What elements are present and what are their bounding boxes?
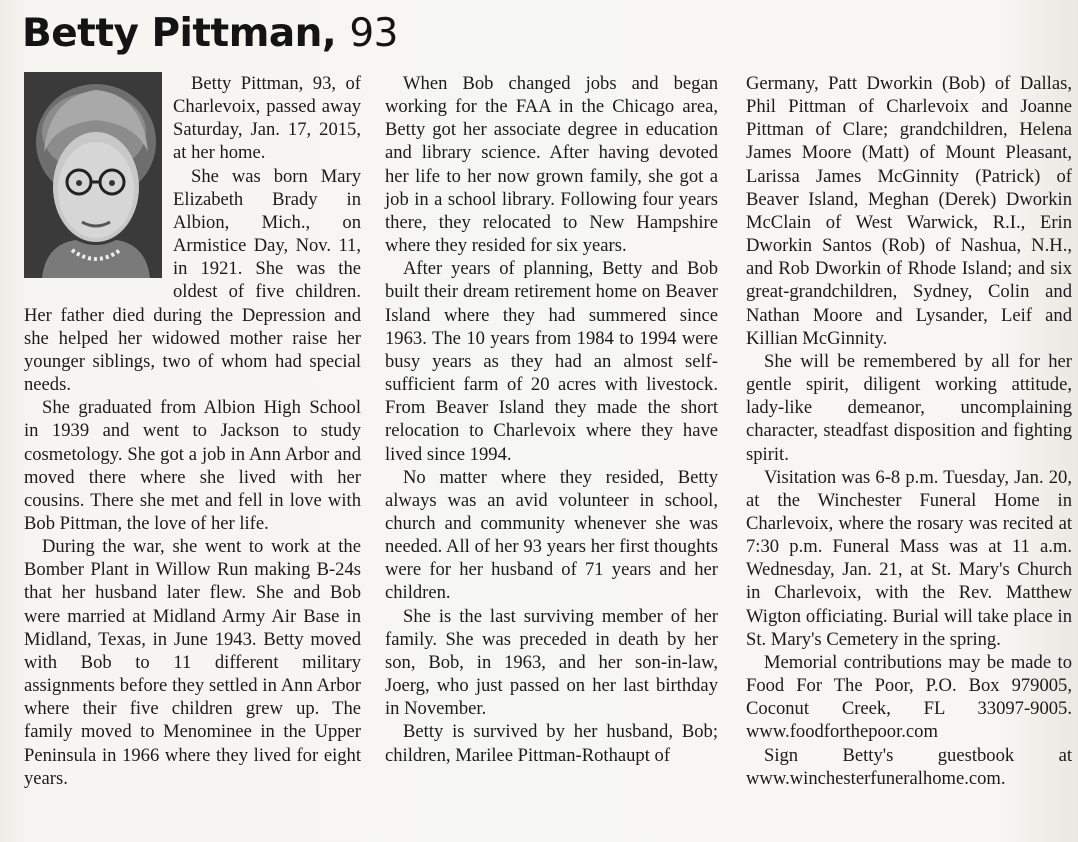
- column-3: [746, 72, 1072, 790]
- column-1: [24, 72, 361, 790]
- paragraph-3-4: Memorial contributions may be made to Food For The Poor, P.O. Box 979005, Coconut Creek, FL 33097-9005. www.foodforthepoor.com: [746, 651, 1072, 743]
- paragraph-3-2: She will be remembered by all for her gentle spirit, diligent working attitude, lady-like demeanor, uncomplaining character, steadfast disposition and fighting spirit.: [746, 350, 1072, 465]
- headline-name: Betty Pittman,: [22, 11, 337, 56]
- obituary-headline: [22, 11, 398, 56]
- paragraph-2-4: She is the last surviving member of her family. She was preceded in death by her son, Bob, in 1963, and her son-in-law, Joerg, who just passed on her last birthday in November.: [385, 605, 718, 720]
- paragraph-3-5: Sign Betty's guestbook at www.winchesterfuneralhome.com.: [746, 744, 1072, 789]
- paragraph-1-4: During the war, she went to work at the Bomber Plant in Willow Run making B-24s that her husband later flew. She and Bob were married at Midland Army Air Base in Midland, Texas, in June 1943. Betty moved with Bob to 11 different military assignments before they settled in Ann Arbor where their five children grew up. The family moved to Menominee in the Upper Peninsula in 1966 where they lived for eight years.: [24, 536, 361, 789]
- paragraph-1-1: Betty Pittman, 93, of Charlevoix, passed away Saturday, Jan. 17, 2015, at her home.: [173, 73, 361, 164]
- paragraph-2-5: Betty is survived by her husband, Bob; children, Marilee Pittman-Rothaupt of: [385, 721, 718, 766]
- paragraph-2-3: No matter where they resided, Betty always was an avid volunteer in school, church and community whenever she was needed. All of her 93 years her first thoughts were for her husband of 71 years and her children.: [385, 466, 718, 604]
- column-2: [385, 72, 718, 767]
- paragraph-3-3: Visitation was 6-8 p.m. Tuesday, Jan. 20, at the Winchester Funeral Home in Charlevoix, where the rosary was recited at 7:30 p.m. Funeral Mass was at 11 a.m. Wednesday, Jan. 21, at St. Mary's Church in Charlevoix, with the Rev. Matthew Wigton officiating. Burial will take place in St. Mary's Cemetery in the spring.: [746, 466, 1072, 650]
- paragraph-2-2: After years of planning, Betty and Bob built their dream retirement home on Beaver Island where they had summered since 1963. The 10 years from 1984 to 1994 were busy years as they had an almost self-sufficient farm of 20 acres with livestock. From Beaver Island they made the short relocation to Charlevoix where they have lived since 1994.: [385, 258, 718, 465]
- paragraph-1-3: She graduated from Albion High School in 1939 and went to Jackson to study cosmetology. She got a job in Ann Arbor and moved there where she lived with her cousins. There she met and fell in love with Bob Pittman, the love of her life.: [24, 397, 361, 534]
- paragraph-3-1: Germany, Patt Dworkin (Bob) of Dallas, Phil Pittman of Charlevoix and Joanne Pittman of Clare; grandchildren, Helena James Moore (Matt) of Mount Pleasant, Larissa James McGinnity (Patrick) of Beaver Island, Meghan (Derek) Dworkin McClain of West Warwick, R.I., Erin Dworkin Santos (Rob) of Nashua, N.H., and Rob Dworkin of Rhode Island; and six great-grandchildren, Sydney, Colin and Nathan Moore and Lysander, Leif and Killian McGinnity.: [746, 73, 1072, 349]
- headline-age: 93: [349, 11, 398, 56]
- paragraph-1-2: She was born Mary Elizabeth Brady in Albion, Mich., on Armistice Day, Nov. 11, in 1921. She was the oldest of five children. Her father died during the Depression and she helped her widowed mother raise her younger siblings, two of whom had special needs.: [24, 165, 361, 396]
- paragraph-2-1: When Bob changed jobs and began working for the FAA in the Chicago area, Betty got her associate degree in education and library science. After having devoted her life to her now grown family, she got a job in a school library. Following four years there, they relocated to New Hampshire where they resided for six years.: [385, 73, 718, 257]
- portrait-photo: [24, 72, 162, 278]
